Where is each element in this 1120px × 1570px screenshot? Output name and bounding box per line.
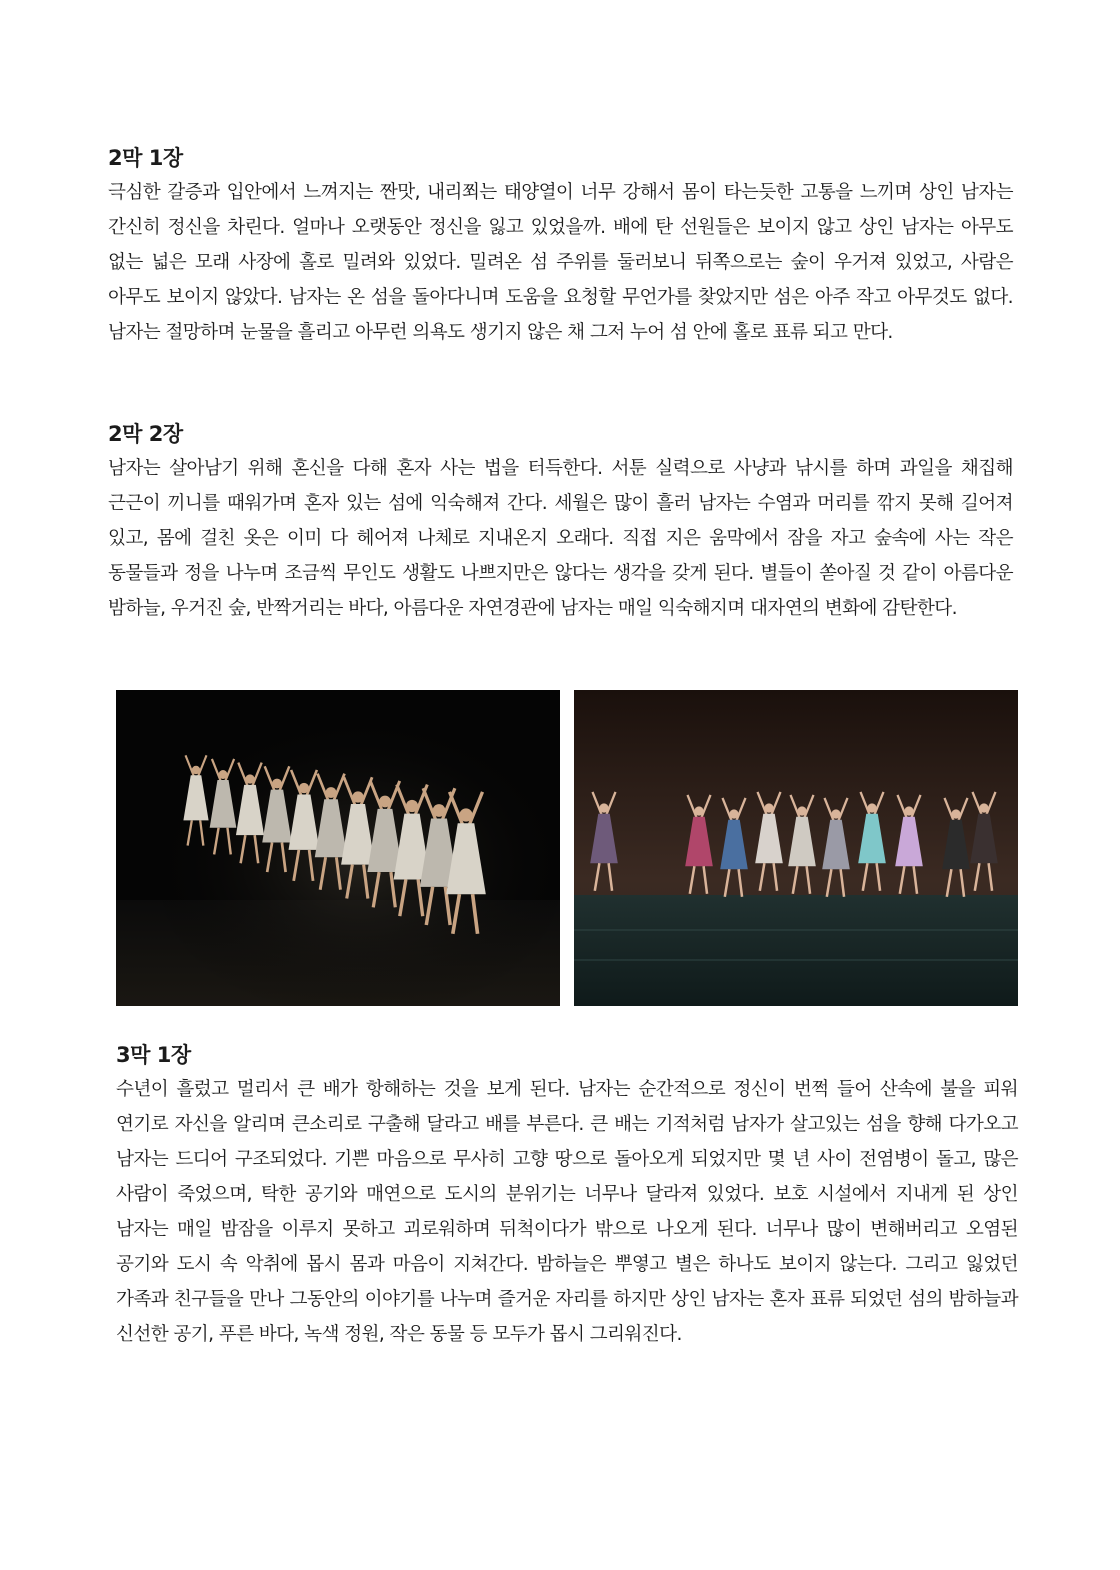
ballet-photo-stage-ensemble <box>574 690 1018 1006</box>
act2-scene1-heading: 2막 1장 <box>108 146 183 170</box>
act3-scene1-section <box>116 1042 1018 1352</box>
act2-scene2-section <box>108 421 1013 626</box>
act3-scene1-heading: 3막 1장 <box>116 1043 191 1067</box>
act2-scene1-body: 극심한 갈증과 입안에서 느껴지는 짠맛, 내리쬐는 태양열이 너무 강해서 몸이 타는듯한 고통을 느끼며 상인 남자는 간신히 정신을 차린다. 얼마나 오랫동안 정신을 잃고 있었을까. 배에 탄 선원들은 보이지 않고 상인 남자는 아무도 없는 넓은 모래 사장에 홀로 밀려와 있었다. 밀려온 섬 주위를 둘러보니 뒤쪽으로는 숲이 우거져 있었고, 사람은 아무도 보이지 않았다. 남자는 온 섬을 돌아다니며 도움을 요청할 무언가를 찾았지만 섬은 아주 작고 아무것도 없다. 남자는 절망하며 눈물을 흘리고 아무런 의욕도 생기지 않은 채 그저 누어 섬 안에 홀로 표류 되고 만다. <box>108 182 1013 343</box>
act3-scene1-body: 수년이 흘렀고 멀리서 큰 배가 항해하는 것을 보게 된다. 남자는 순간적으로 정신이 번쩍 들어 산속에 불을 피워 연기로 자신을 알리며 큰소리로 구출해 달라고 배를 부른다. 큰 배는 기적처럼 남자가 살고있는 섬을 향해 다가오고 남자는 드디어 구조되었다. 기쁜 마음으로 무사히 고향 땅으로 돌아오게 되었지만 몇 년 사이 전염병이 돌고, 많은 사람이 죽었으며, 탁한 공기와 매연으로 도시의 분위기는 너무나 달라져 있었다. 보호 시설에서 지내게 된 상인 남자는 매일 밤잠을 이루지 못하고 괴로워하며 뒤척이다가 밖으로 나오게 된다. 너무나 많이 변해버리고 오염된 공기와 도시 속 악취에 몹시 몸과 마음이 지쳐간다. 밤하늘은 뿌옇고 별은 하나도 보이지 않는다. 그리고 잃었던 가족과 친구들을 만나 그동안의 이야기를 나누며 즐거운 자리를 하지만 상인 남자는 혼자 표류 되었던 섬의 밤하늘과 신선한 공기, 푸른 바다, 녹색 정원, 작은 동물 등 모두가 몹시 그리워진다. <box>116 1079 1018 1345</box>
act2-scene1-section <box>108 145 1013 350</box>
act2-scene2-heading: 2막 2장 <box>108 422 183 446</box>
ballet-photo-white-dresses <box>116 690 560 1006</box>
act2-scene2-body: 남자는 살아남기 위해 혼신을 다해 혼자 사는 법을 터득한다. 서툰 실력으로 사냥과 낚시를 하며 과일을 채집해 근근이 끼니를 때워가며 혼자 있는 섬에 익숙해져 간다. 세월은 많이 흘러 남자는 수염과 머리를 깎지 못해 길어져 있고, 몸에 걸친 옷은 이미 다 헤어져 나체로 지내온지 오래다. 직접 지은 움막에서 잠을 자고 숲속에 사는 작은 동물들과 정을 나누며 조금씩 무인도 생활도 나쁘지만은 않다는 생각을 갖게 된다. 별들이 쏟아질 것 같이 아름다운 밤하늘, 우거진 숲, 반짝거리는 바다, 아름다운 자연경관에 남자는 매일 익숙해지며 대자연의 변화에 감탄한다. <box>108 458 1013 619</box>
